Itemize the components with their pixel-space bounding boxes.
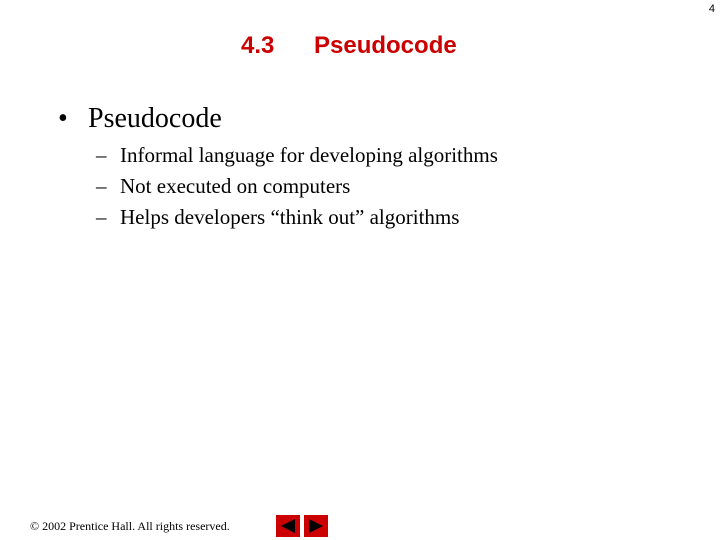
next-slide-button[interactable] [304,515,328,537]
bullet-symbol: • [58,103,68,134]
copyright-footer: © 2002 Prentice Hall. All rights reserved. [30,519,230,533]
triangle-right-icon [307,518,325,534]
sub-bullet-text: Informal language for developing algorithms [120,143,498,167]
section-number: 4.3 [241,32,275,59]
sub-bullet [96,202,498,233]
page-number: 4 [708,3,715,15]
sub-bullet [96,171,498,202]
triangle-left-icon [279,518,297,534]
sub-bullet [96,140,498,171]
slide-navigation [276,515,328,537]
previous-slide-button[interactable] [276,515,300,537]
main-bullet [58,102,222,136]
dash-symbol: – [96,143,107,167]
sub-bullet-text: Helps developers “think out” algorithms [120,205,460,229]
main-bullet-text: Pseudocode [88,103,222,134]
title-text: Pseudocode [314,32,457,59]
dash-symbol: – [96,174,107,198]
slide-title [0,32,720,66]
sub-bullet-list [96,140,498,233]
sub-bullet-text: Not executed on computers [120,174,351,198]
dash-symbol: – [96,205,107,229]
